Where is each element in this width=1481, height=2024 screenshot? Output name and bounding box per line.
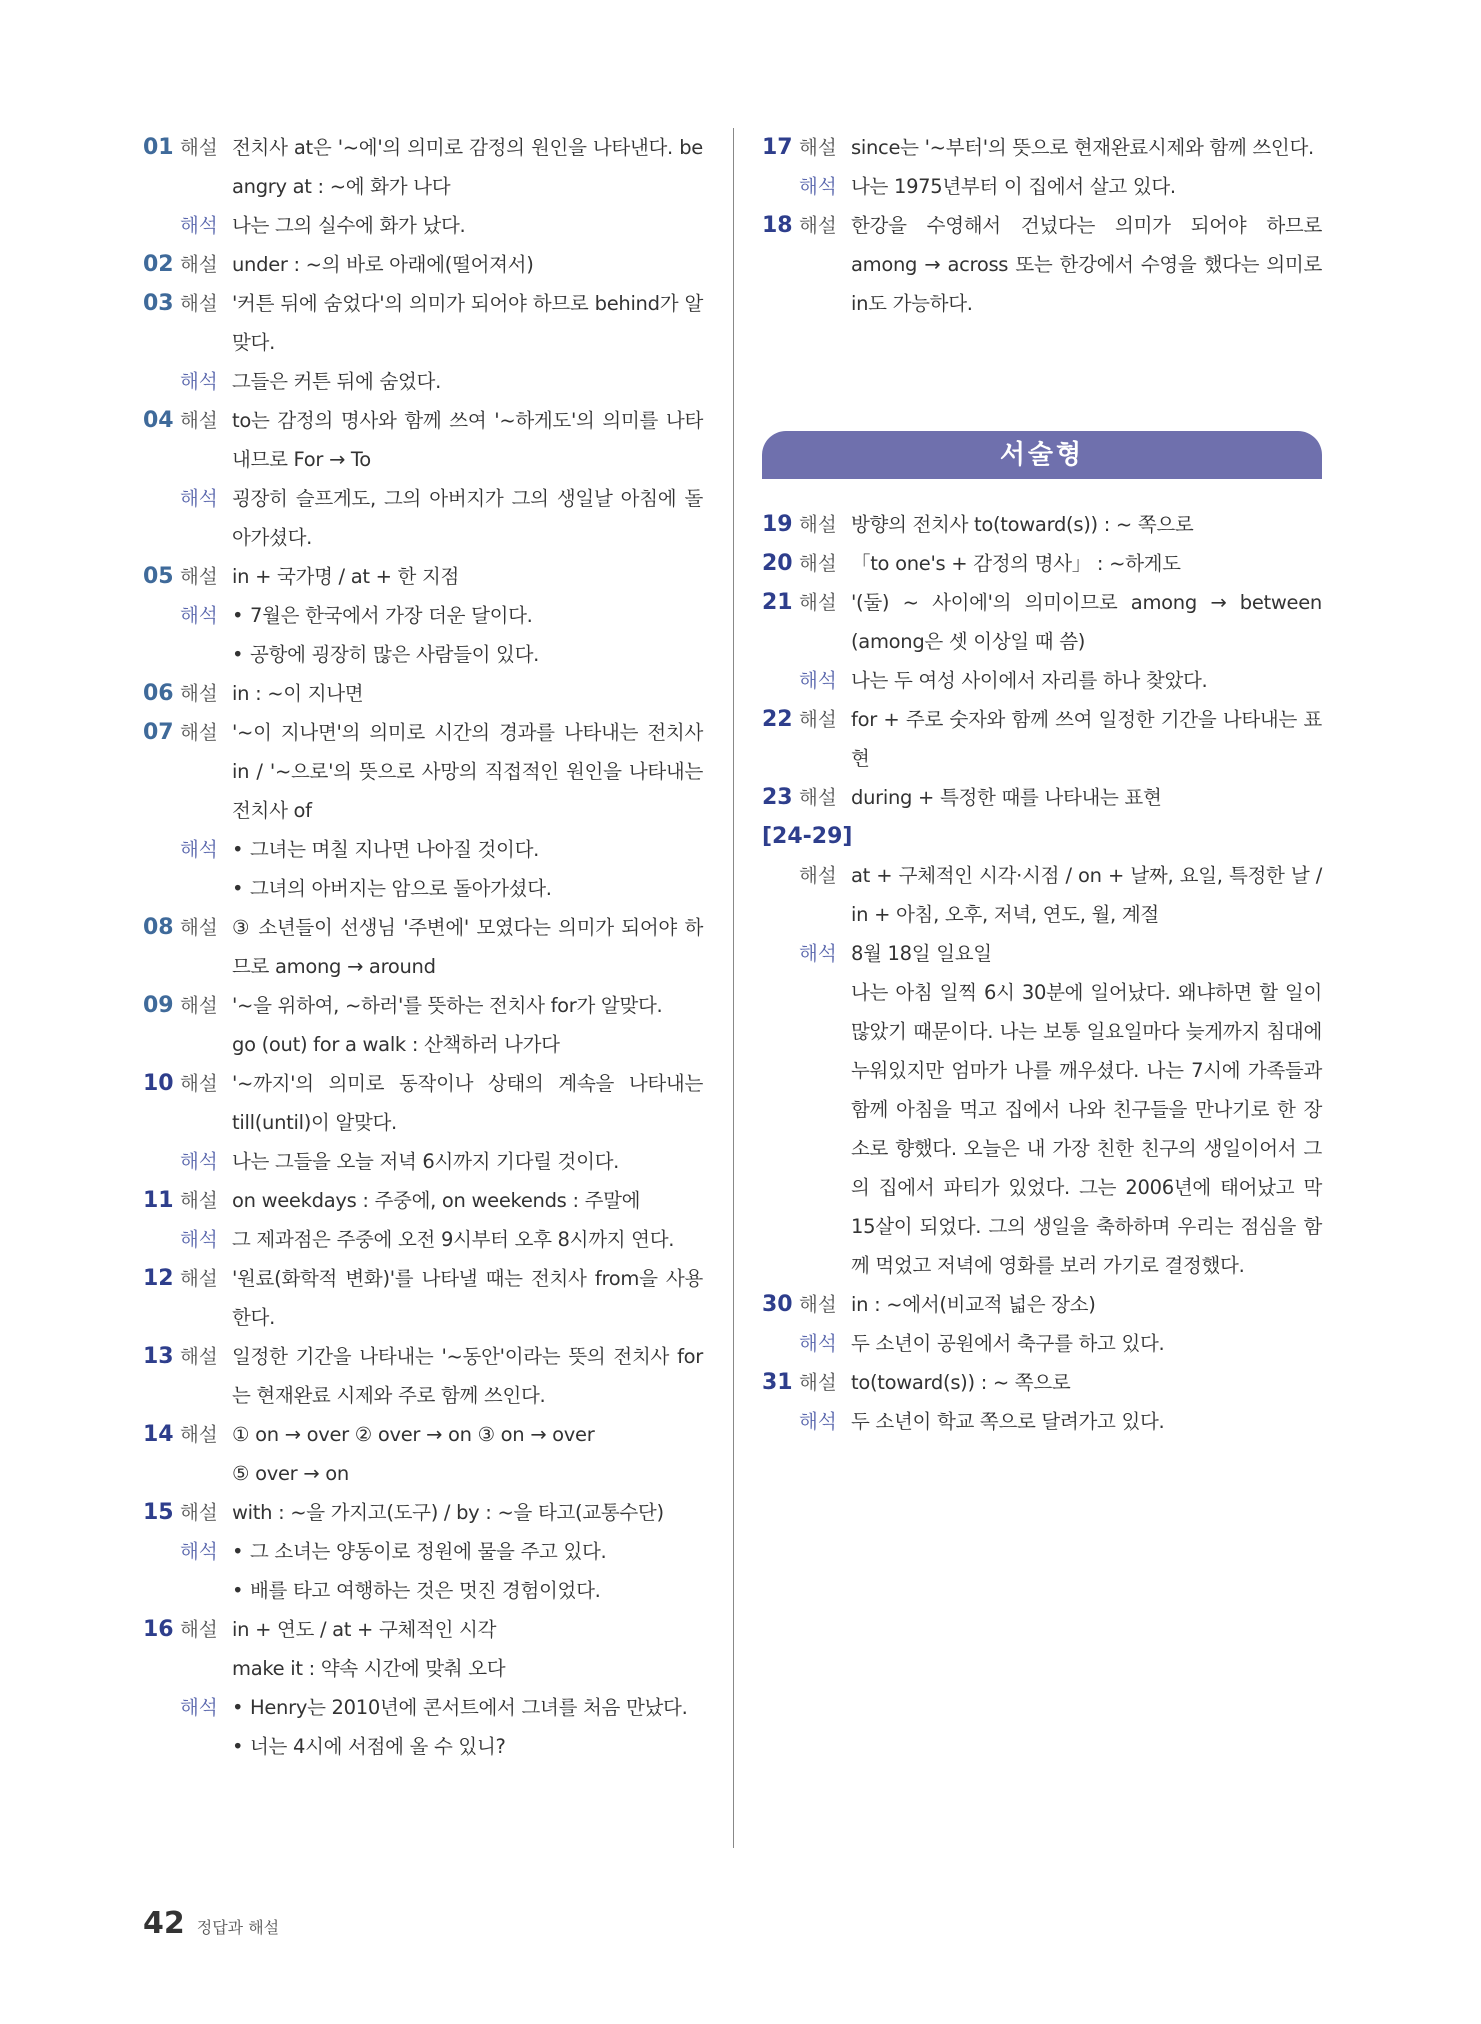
question-number: 18 bbox=[762, 213, 793, 238]
question-number: 09 bbox=[143, 993, 174, 1018]
explanation-text: '~을 위하여, ~하러'를 뜻하는 전치사 for가 알맞다. bbox=[232, 994, 663, 1017]
explanation-text-extra: ⑤ over → on bbox=[232, 1462, 349, 1485]
translation-label: 해석 bbox=[799, 669, 837, 692]
translation-bullet: • 7월은 한국에서 가장 더운 달이다. bbox=[232, 604, 533, 627]
translation-bullet: • 그녀는 며칠 지나면 나아질 것이다. bbox=[232, 838, 540, 861]
explanation-label: 해설 bbox=[180, 253, 218, 276]
explanation-text: ③ 소년들이 선생님 '주변에' 모였다는 의미가 되어야 하므로 among → around bbox=[232, 916, 703, 978]
translation-label: 해석 bbox=[799, 175, 837, 198]
question-number: 02 bbox=[143, 252, 174, 277]
question-number: 17 bbox=[762, 135, 793, 160]
translation-bullet: • 그녀의 아버지는 암으로 돌아가셨다. bbox=[232, 877, 552, 900]
translation-label: 해석 bbox=[799, 942, 837, 965]
question-number: 14 bbox=[143, 1422, 174, 1447]
answer-01 bbox=[143, 128, 703, 245]
page-footer bbox=[143, 1906, 279, 1941]
explanation-text: 일정한 기간을 나타내는 '~동안'이라는 뜻의 전치사 for는 현재완료 시제와 주로 함께 쓰인다. bbox=[232, 1345, 703, 1407]
question-number: 10 bbox=[143, 1071, 174, 1096]
answer-12 bbox=[143, 1259, 703, 1337]
explanation-text: '커튼 뒤에 숨었다'의 의미가 되어야 하므로 behind가 알맞다. bbox=[232, 292, 703, 354]
answer-18 bbox=[762, 206, 1322, 323]
explanation-label: 해설 bbox=[799, 786, 837, 809]
section-banner: 서술형 bbox=[762, 431, 1322, 479]
translation-text: 굉장히 슬프게도, 그의 아버지가 그의 생일날 아침에 돌아가셨다. bbox=[232, 487, 703, 549]
translation-label: 해석 bbox=[180, 838, 218, 861]
explanation-label: 해설 bbox=[799, 214, 837, 237]
answer-19 bbox=[762, 505, 1322, 544]
translation-bullet: • 공항에 굉장히 많은 사람들이 있다. bbox=[232, 643, 540, 666]
group-label: [24-29] bbox=[762, 824, 853, 849]
answer-17 bbox=[762, 128, 1322, 206]
question-number: 01 bbox=[143, 135, 174, 160]
question-number: 03 bbox=[143, 291, 174, 316]
question-number: 12 bbox=[143, 1266, 174, 1291]
explanation-text: '원료(화학적 변화)'를 나타낼 때는 전치사 from을 사용한다. bbox=[232, 1267, 703, 1329]
explanation-text: during + 특정한 때를 나타내는 표현 bbox=[851, 786, 1162, 809]
explanation-text-extra: make it : 약속 시간에 맞춰 오다 bbox=[232, 1657, 506, 1680]
explanation-label: 해설 bbox=[180, 1072, 218, 1095]
translation-label: 해석 bbox=[180, 1540, 218, 1563]
translation-text: 그들은 커튼 뒤에 숨었다. bbox=[232, 370, 441, 393]
explanation-label: 해설 bbox=[799, 1371, 837, 1394]
explanation-label: 해설 bbox=[180, 136, 218, 159]
explanation-text: on weekdays : 주중에, on weekends : 주말에 bbox=[232, 1189, 641, 1212]
page-number: 42 bbox=[143, 1906, 185, 1941]
explanation-text: to는 감정의 명사와 함께 쓰여 '~하게도'의 의미를 나타내므로 For → To bbox=[232, 409, 703, 471]
answer-03 bbox=[143, 284, 703, 401]
question-number: 11 bbox=[143, 1188, 174, 1213]
answer-22 bbox=[762, 700, 1322, 778]
translation-text: 그 제과점은 주중에 오전 9시부터 오후 8시까지 연다. bbox=[232, 1228, 675, 1251]
translation-text: 나는 두 여성 사이에서 자리를 하나 찾았다. bbox=[851, 669, 1208, 692]
translation-text: 두 소년이 학교 쪽으로 달려가고 있다. bbox=[851, 1410, 1165, 1433]
explanation-text: 전치사 at은 '~에'의 의미로 감정의 원인을 나타낸다. be angry at : ~에 화가 나다 bbox=[232, 136, 703, 198]
question-number: 04 bbox=[143, 408, 174, 433]
explanation-text: in + 연도 / at + 구체적인 시각 bbox=[232, 1618, 497, 1641]
explanation-label: 해설 bbox=[180, 1618, 218, 1641]
explanation-label: 해설 bbox=[799, 513, 837, 536]
explanation-label: 해설 bbox=[180, 1501, 218, 1524]
explanation-text-extra: go (out) for a walk : 산책하러 나가다 bbox=[232, 1033, 560, 1056]
question-number: 19 bbox=[762, 512, 793, 537]
translation-label: 해석 bbox=[180, 604, 218, 627]
explanation-text: under : ~의 바로 아래에(떨어져서) bbox=[232, 253, 534, 276]
explanation-text: in : ~이 지나면 bbox=[232, 682, 364, 705]
answer-06 bbox=[143, 674, 703, 713]
explanation-text: 한강을 수영해서 건넜다는 의미가 되어야 하므로 among → across 또는 한강에서 수영을 했다는 의미로 in도 가능하다. bbox=[851, 214, 1322, 315]
translation-text: 나는 1975년부터 이 집에서 살고 있다. bbox=[851, 175, 1176, 198]
question-number: 31 bbox=[762, 1370, 793, 1395]
translation-label: 해석 bbox=[799, 1410, 837, 1433]
question-number: 22 bbox=[762, 707, 793, 732]
question-number: 16 bbox=[143, 1617, 174, 1642]
answer-04 bbox=[143, 401, 703, 557]
answer-05 bbox=[143, 557, 703, 674]
answer-14 bbox=[143, 1415, 703, 1493]
right-column bbox=[762, 128, 1322, 1441]
question-number: 20 bbox=[762, 551, 793, 576]
answer-31 bbox=[762, 1363, 1322, 1441]
answer-30 bbox=[762, 1285, 1322, 1363]
translation-text: 나는 그의 실수에 화가 났다. bbox=[232, 214, 466, 237]
explanation-label: 해설 bbox=[180, 682, 218, 705]
footer-title: 정답과 해설 bbox=[196, 1918, 280, 1937]
explanation-label: 해설 bbox=[180, 292, 218, 315]
answer-08 bbox=[143, 908, 703, 986]
question-number: 15 bbox=[143, 1500, 174, 1525]
explanation-label: 해설 bbox=[799, 708, 837, 731]
explanation-label: 해설 bbox=[180, 565, 218, 588]
question-number: 05 bbox=[143, 564, 174, 589]
explanation-label: 해설 bbox=[180, 1189, 218, 1212]
explanation-label: 해설 bbox=[799, 552, 837, 575]
explanation-text: since는 '~부터'의 뜻으로 현재완료시제와 함께 쓰인다. bbox=[851, 136, 1314, 159]
explanation-text: with : ~을 가지고(도구) / by : ~을 타고(교통수단) bbox=[232, 1501, 664, 1524]
explanation-text: to(toward(s)) : ~ 쪽으로 bbox=[851, 1371, 1071, 1394]
translation-text: 나는 아침 일찍 6시 30분에 일어났다. 왜냐하면 할 일이 많았기 때문이다. 나는 보통 일요일마다 늦게까지 침대에 누워있지만 엄마가 나를 깨우셨다. 나는 7시에 가족들과 함께 아침을 먹고 집에서 나와 친구들을 만나기로 한 장소로 향했다. 오늘은 내 가장 친한 친구의 생일이어서 그의 집에서 파티가 있었다. 그는 2006년에 태어났고 막 15살이 되었다. 그의 생일을 축하하며 우리는 점심을 함께 먹었고 저녁에 영화를 보러 가기로 결정했다. bbox=[851, 981, 1322, 1277]
explanation-text: 「to one's + 감정의 명사」 : ~하게도 bbox=[851, 552, 1181, 575]
explanation-text: in : ~에서(비교적 넓은 장소) bbox=[851, 1293, 1096, 1316]
translation-label: 해석 bbox=[180, 1696, 218, 1719]
left-column bbox=[143, 128, 703, 1766]
explanation-label: 해설 bbox=[180, 916, 218, 939]
translation-label: 해석 bbox=[180, 1150, 218, 1173]
translation-text: 나는 그들을 오늘 저녁 6시까지 기다릴 것이다. bbox=[232, 1150, 620, 1173]
question-number: 13 bbox=[143, 1344, 174, 1369]
explanation-text: 방향의 전치사 to(toward(s)) : ~ 쪽으로 bbox=[851, 513, 1194, 536]
question-number: 21 bbox=[762, 590, 793, 615]
explanation-text: '(둘) ~ 사이에'의 의미이므로 among → between (among은 셋 이상일 때 씀) bbox=[851, 591, 1322, 653]
explanation-text: at + 구체적인 시각·시점 / on + 날짜, 요일, 특정한 날 / in + 아침, 오후, 저녁, 연도, 월, 계절 bbox=[851, 864, 1322, 926]
translation-label: 해석 bbox=[180, 487, 218, 510]
answer-16 bbox=[143, 1610, 703, 1766]
answer-02 bbox=[143, 245, 703, 284]
answer-13 bbox=[143, 1337, 703, 1415]
explanation-label: 해설 bbox=[180, 721, 218, 744]
answer-15 bbox=[143, 1493, 703, 1610]
explanation-label: 해설 bbox=[180, 1267, 218, 1290]
question-number: 23 bbox=[762, 785, 793, 810]
answer-24-29 bbox=[762, 817, 1322, 1285]
translation-text: 두 소년이 공원에서 축구를 하고 있다. bbox=[851, 1332, 1165, 1355]
translation-label: 해석 bbox=[799, 1332, 837, 1355]
question-number: 07 bbox=[143, 720, 174, 745]
explanation-text: in + 국가명 / at + 한 지점 bbox=[232, 565, 460, 588]
explanation-label: 해설 bbox=[799, 864, 837, 887]
explanation-label: 해설 bbox=[180, 994, 218, 1017]
translation-bullet: • 너는 4시에 서점에 올 수 있니? bbox=[232, 1735, 506, 1758]
explanation-label: 해설 bbox=[799, 591, 837, 614]
answer-11 bbox=[143, 1181, 703, 1259]
answer-20 bbox=[762, 544, 1322, 583]
explanation-text: for + 주로 숫자와 함께 쓰여 일정한 기간을 나타내는 표현 bbox=[851, 708, 1322, 770]
explanation-label: 해설 bbox=[180, 1345, 218, 1368]
translation-bullet: • 배를 타고 여행하는 것은 멋진 경험이었다. bbox=[232, 1579, 601, 1602]
translation-label: 해석 bbox=[180, 214, 218, 237]
column-divider bbox=[733, 128, 734, 1848]
answer-07 bbox=[143, 713, 703, 908]
explanation-label: 해설 bbox=[180, 409, 218, 432]
translation-label: 해석 bbox=[180, 1228, 218, 1251]
translation-bullet: • Henry는 2010년에 콘서트에서 그녀를 처음 만났다. bbox=[232, 1696, 688, 1719]
explanation-label: 해설 bbox=[799, 136, 837, 159]
explanation-label: 해설 bbox=[180, 1423, 218, 1446]
translation-bullet: • 그 소녀는 양동이로 정원에 물을 주고 있다. bbox=[232, 1540, 607, 1563]
explanation-text: '~이 지나면'의 의미로 시간의 경과를 나타내는 전치사 in / '~으로'의 뜻으로 사망의 직접적인 원인을 나타내는 전치사 of bbox=[232, 721, 703, 822]
explanation-label: 해설 bbox=[799, 1293, 837, 1316]
answer-21 bbox=[762, 583, 1322, 700]
question-number: 06 bbox=[143, 681, 174, 706]
answer-23 bbox=[762, 778, 1322, 817]
translation-title: 8월 18일 일요일 bbox=[851, 942, 992, 965]
explanation-text: '~까지'의 의미로 동작이나 상태의 계속을 나타내는 till(until)이 알맞다. bbox=[232, 1072, 703, 1134]
explanation-text: ① on → over ② over → on ③ on → over bbox=[232, 1423, 595, 1446]
translation-label: 해석 bbox=[180, 370, 218, 393]
question-number: 08 bbox=[143, 915, 174, 940]
question-number: 30 bbox=[762, 1292, 793, 1317]
answer-09 bbox=[143, 986, 703, 1064]
answer-10 bbox=[143, 1064, 703, 1181]
